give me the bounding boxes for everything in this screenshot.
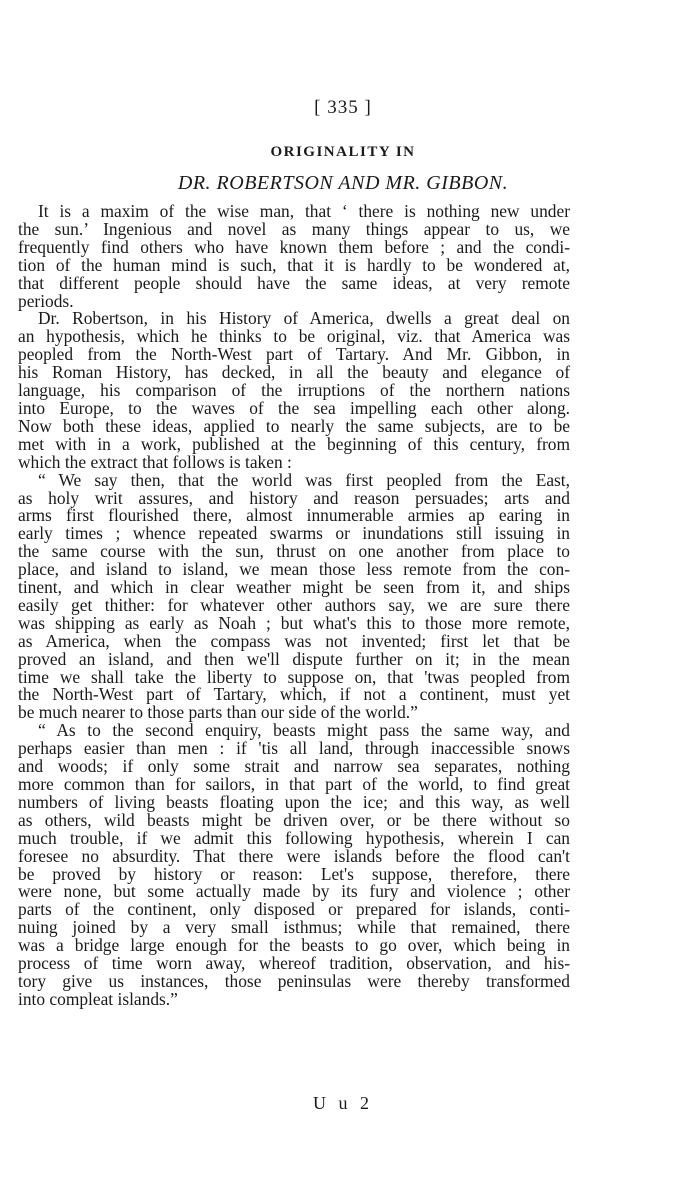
text-line: process of time worn away, whereof tradition, observation, and his-	[18, 953, 570, 974]
text-line: foresee no absurdity. That there were islands before the flood can't	[18, 845, 570, 866]
paragraph	[18, 469, 570, 723]
text-line: much trouble, if we admit this following hypothesis, wherein I can	[18, 827, 570, 848]
text-line: periods.	[18, 290, 74, 311]
text-line: more common than for sailors, in that part of the world, to find great	[18, 774, 570, 794]
text-line: Dr. Robertson, in his History of America, dwells a great deal on	[38, 308, 570, 329]
text-line: was a bridge large enough for the beasts to go over, which being in	[18, 935, 570, 956]
text-line: frequently find others who have known them before ; and the condi-	[18, 236, 570, 257]
text-line: into Europe, to the waves of the sea impelling each other along.	[18, 397, 570, 418]
text-line: were none, but some actually made by its fury and violence ; other	[18, 881, 570, 902]
heading-line-1: ORIGINALITY IN	[270, 144, 416, 160]
text-line: tory give us instances, those peninsulas were thereby transformed	[18, 970, 570, 991]
text-line: the North-West part of Tartary, which, if not a continent, must yet	[18, 684, 570, 705]
text-line: proved an island, and then we'll dispute further on it; in the mean	[18, 648, 570, 669]
text-line: place, and island to island, we mean those less remote from the con-	[18, 559, 570, 580]
signature-mark: U u 2	[313, 1093, 373, 1113]
text-line: the same course with the sun, thrust on one another from place to	[18, 541, 570, 562]
text-line: as America, when the compass was not invented; first let that be	[18, 630, 570, 651]
paragraph	[18, 310, 570, 471]
text-line: tinent, and which in clear weather might be seen from it, and ships	[18, 577, 570, 598]
text-line: parts of the continent, only disposed or prepared for islands, conti-	[18, 899, 570, 920]
text-line: an hypothesis, which he thinks to be original, viz. that America was	[18, 326, 570, 347]
text-line: and woods; if only some strait and narrow sea separates, nothing	[18, 756, 570, 777]
text-line: Now both these ideas, applied to nearly the same subjects, are to be	[18, 415, 570, 436]
text-line: be much nearer to those parts than our side of the world.”	[18, 702, 418, 723]
text-line: as others, wild beasts might be driven over, or be there without so	[18, 809, 570, 830]
text-line: which the extract that follows is taken :	[18, 451, 292, 472]
page-number: [ 335 ]	[314, 97, 372, 118]
paragraph	[18, 722, 570, 1009]
text-line: peopled from the North-West part of Tartary. And Mr. Gibbon, in	[18, 344, 570, 365]
text-line: met with in a work, published at the beginning of this century, from	[18, 433, 570, 454]
body-text	[18, 203, 570, 1009]
paragraph	[18, 203, 570, 310]
heading-line-2: DR. ROBERTSON AND MR. GIBBON.	[177, 172, 509, 194]
text-line: be proved by history or reason: Let's suppose, therefore, there	[18, 863, 570, 884]
text-line: perhaps easier than men : if 'tis all land, through inaccessible snows	[18, 738, 570, 759]
text-line: tion of the human mind is such, that it is hardly to be wondered at,	[18, 254, 570, 275]
text-line: easily get thither: for whatever other authors say, we are sure there	[18, 594, 570, 615]
text-line: “ We say then, that the world was first peopled from the East,	[38, 469, 570, 490]
text-line: his Roman History, has decked, in all the beauty and elegance of	[18, 362, 570, 383]
text-line: It is a maxim of the wise man, that ‘ there is nothing new under	[38, 201, 570, 221]
text-line: as holy writ assures, and history and reason persuades; arts and	[18, 487, 570, 508]
text-line: arms first flourished there, almost innumerable armies ap earing in	[18, 505, 570, 526]
text-line: into compleat islands.”	[18, 988, 178, 1009]
text-line: that different people should have the same ideas, at very remote	[18, 272, 570, 293]
text-line: language, his comparison of the irruptions of the northern nations	[18, 380, 570, 401]
text-line: time we shall take the liberty to suppose on, that 'twas peopled from	[18, 666, 570, 687]
text-line: “ As to the second enquiry, beasts might pass the same way, and	[38, 720, 570, 741]
text-line: was shipping as early as Noah ; but what's this to those more remote,	[18, 612, 570, 633]
text-line: the sun.’ Ingenious and novel as many things appear to us, we	[18, 218, 570, 239]
text-line: nuing joined by a very small isthmus; while that remained, there	[18, 917, 570, 938]
text-line: numbers of living beasts floating upon the ice; and this way, as well	[18, 791, 570, 812]
text-line: early times ; whence repeated swarms or inundations still issuing in	[18, 523, 570, 544]
